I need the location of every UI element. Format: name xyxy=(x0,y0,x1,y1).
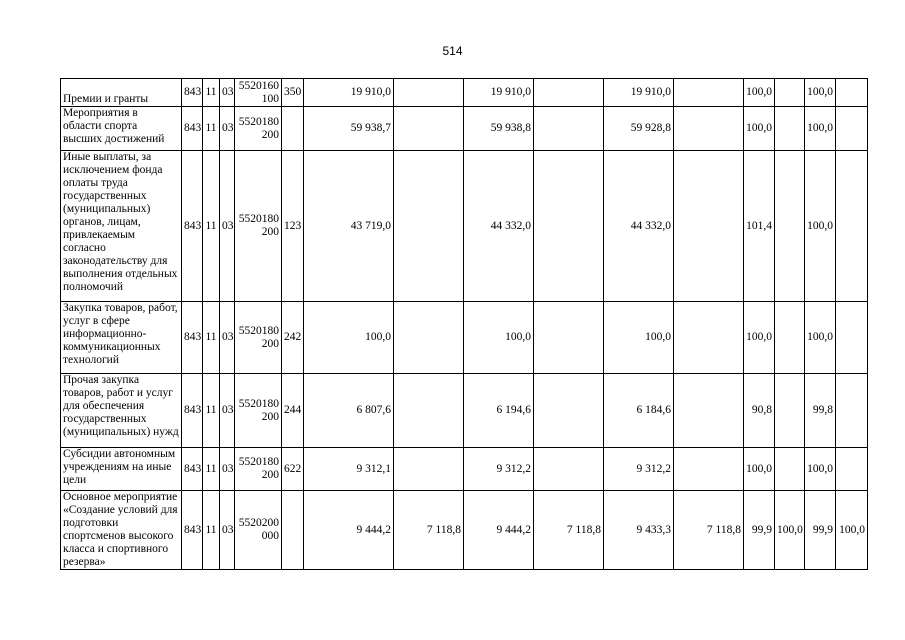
approved-total-cell: 9 444,2 xyxy=(304,491,394,570)
percent-approved-federal-cell xyxy=(775,79,805,107)
refined-total-cell: 19 910,0 xyxy=(464,79,534,107)
row-name-cell: Мероприятия в области спорта высших достижений xyxy=(61,107,182,151)
target-article-cell: 5520180 200 xyxy=(235,302,282,374)
percent-approved-total-cell: 90,8 xyxy=(744,374,775,448)
executed-total-cell: 44 332,0 xyxy=(604,151,674,302)
refined-total-cell: 9 444,2 xyxy=(464,491,534,570)
executed-federal-cell: 7 118,8 xyxy=(674,491,744,570)
subsection-code-cell: 03 xyxy=(220,107,235,151)
percent-approved-total-cell: 101,4 xyxy=(744,151,775,302)
percent-approved-total-cell: 100,0 xyxy=(744,302,775,374)
refined-federal-cell: 7 118,8 xyxy=(534,491,604,570)
target-article-cell: 5520180 200 xyxy=(235,151,282,302)
subsection-code-cell: 03 xyxy=(220,79,235,107)
refined-federal-cell xyxy=(534,302,604,374)
table-row xyxy=(61,491,868,570)
percent-refined-federal-cell: 100,0 xyxy=(836,491,868,570)
executed-total-cell: 6 184,6 xyxy=(604,374,674,448)
ministry-code-cell: 843 xyxy=(182,107,203,151)
percent-refined-total-cell: 100,0 xyxy=(805,448,836,491)
table-row xyxy=(61,448,868,491)
ministry-code-cell: 843 xyxy=(182,151,203,302)
refined-total-cell: 100,0 xyxy=(464,302,534,374)
table-row xyxy=(61,107,868,151)
refined-federal-cell xyxy=(534,448,604,491)
executed-federal-cell xyxy=(674,107,744,151)
row-name-cell: Основное мероприятие «Создание условий для подготовки спортсменов высокого класса и спортивного резерва» xyxy=(61,491,182,570)
percent-refined-total-cell: 100,0 xyxy=(805,79,836,107)
approved-total-cell: 43 719,0 xyxy=(304,151,394,302)
section-code-cell: 11 xyxy=(203,79,220,107)
target-article-cell: 5520160 100 xyxy=(235,79,282,107)
table-row xyxy=(61,79,868,107)
percent-refined-total-cell: 99,9 xyxy=(805,491,836,570)
section-code-cell: 11 xyxy=(203,448,220,491)
section-code-cell: 11 xyxy=(203,151,220,302)
row-name-cell: Закупка товаров, работ, услуг в сфере информационно-коммуникационных технологий xyxy=(61,302,182,374)
approved-federal-cell xyxy=(394,107,464,151)
approved-total-cell: 6 807,6 xyxy=(304,374,394,448)
approved-federal-cell xyxy=(394,374,464,448)
percent-approved-total-cell: 100,0 xyxy=(744,448,775,491)
subsection-code-cell: 03 xyxy=(220,302,235,374)
row-name-cell: Иные выплаты, за исключением фонда оплаты труда государственных (муниципальных) органов, лицам, привлекаемым согласно законодательству для выполнения отдельных полномочий xyxy=(61,151,182,302)
approved-federal-cell xyxy=(394,151,464,302)
page-number: 514 xyxy=(442,44,463,58)
approved-federal-cell: 7 118,8 xyxy=(394,491,464,570)
percent-refined-total-cell: 100,0 xyxy=(805,107,836,151)
refined-federal-cell xyxy=(534,79,604,107)
percent-refined-federal-cell xyxy=(836,151,868,302)
expense-type-cell xyxy=(282,107,304,151)
ministry-code-cell: 843 xyxy=(182,491,203,570)
subsection-code-cell: 03 xyxy=(220,151,235,302)
approved-total-cell: 59 938,7 xyxy=(304,107,394,151)
approved-federal-cell xyxy=(394,79,464,107)
expense-type-cell: 242 xyxy=(282,302,304,374)
executed-total-cell: 9 433,3 xyxy=(604,491,674,570)
section-code-cell: 11 xyxy=(203,302,220,374)
row-name-cell: Субсидии автономным учреждениям на иные цели xyxy=(61,448,182,491)
approved-total-cell: 100,0 xyxy=(304,302,394,374)
expense-type-cell: 622 xyxy=(282,448,304,491)
percent-refined-federal-cell xyxy=(836,374,868,448)
percent-approved-total-cell: 99,9 xyxy=(744,491,775,570)
ministry-code-cell: 843 xyxy=(182,374,203,448)
percent-refined-federal-cell xyxy=(836,79,868,107)
executed-federal-cell xyxy=(674,448,744,491)
ministry-code-cell: 843 xyxy=(182,79,203,107)
percent-refined-total-cell: 100,0 xyxy=(805,302,836,374)
executed-total-cell: 19 910,0 xyxy=(604,79,674,107)
percent-approved-total-cell: 100,0 xyxy=(744,79,775,107)
executed-total-cell: 100,0 xyxy=(604,302,674,374)
refined-federal-cell xyxy=(534,374,604,448)
target-article-cell: 5520180 200 xyxy=(235,374,282,448)
executed-total-cell: 9 312,2 xyxy=(604,448,674,491)
approved-federal-cell xyxy=(394,302,464,374)
section-code-cell: 11 xyxy=(203,374,220,448)
executed-federal-cell xyxy=(674,374,744,448)
table-row xyxy=(61,374,868,448)
percent-approved-federal-cell xyxy=(775,302,805,374)
row-name-cell: Прочая закупка товаров, работ и услуг для обеспечения государственных (муниципальных) нужд xyxy=(61,374,182,448)
percent-refined-federal-cell xyxy=(836,302,868,374)
percent-approved-federal-cell: 100,0 xyxy=(775,491,805,570)
subsection-code-cell: 03 xyxy=(220,491,235,570)
expense-type-cell xyxy=(282,491,304,570)
percent-approved-federal-cell xyxy=(775,107,805,151)
approved-total-cell: 9 312,1 xyxy=(304,448,394,491)
row-name-cell: Премии и гранты xyxy=(61,79,182,107)
percent-approved-total-cell: 100,0 xyxy=(744,107,775,151)
subsection-code-cell: 03 xyxy=(220,448,235,491)
executed-federal-cell xyxy=(674,302,744,374)
refined-federal-cell xyxy=(534,151,604,302)
percent-refined-total-cell: 100,0 xyxy=(805,151,836,302)
table-row xyxy=(61,151,868,302)
subsection-code-cell: 03 xyxy=(220,374,235,448)
section-code-cell: 11 xyxy=(203,107,220,151)
percent-refined-total-cell: 99,8 xyxy=(805,374,836,448)
percent-approved-federal-cell xyxy=(775,151,805,302)
refined-federal-cell xyxy=(534,107,604,151)
executed-total-cell: 59 928,8 xyxy=(604,107,674,151)
refined-total-cell: 6 194,6 xyxy=(464,374,534,448)
target-article-cell: 5520180 200 xyxy=(235,448,282,491)
percent-refined-federal-cell xyxy=(836,107,868,151)
target-article-cell: 5520180 200 xyxy=(235,107,282,151)
target-article-cell: 5520200 000 xyxy=(235,491,282,570)
approved-total-cell: 19 910,0 xyxy=(304,79,394,107)
expense-type-cell: 350 xyxy=(282,79,304,107)
ministry-code-cell: 843 xyxy=(182,302,203,374)
refined-total-cell: 44 332,0 xyxy=(464,151,534,302)
percent-approved-federal-cell xyxy=(775,448,805,491)
percent-approved-federal-cell xyxy=(775,374,805,448)
ministry-code-cell: 843 xyxy=(182,448,203,491)
table-row xyxy=(61,302,868,374)
executed-federal-cell xyxy=(674,79,744,107)
refined-total-cell: 9 312,2 xyxy=(464,448,534,491)
approved-federal-cell xyxy=(394,448,464,491)
expense-type-cell: 244 xyxy=(282,374,304,448)
percent-refined-federal-cell xyxy=(836,448,868,491)
section-code-cell: 11 xyxy=(203,491,220,570)
refined-total-cell: 59 938,8 xyxy=(464,107,534,151)
budget-table xyxy=(60,78,868,570)
executed-federal-cell xyxy=(674,151,744,302)
expense-type-cell: 123 xyxy=(282,151,304,302)
